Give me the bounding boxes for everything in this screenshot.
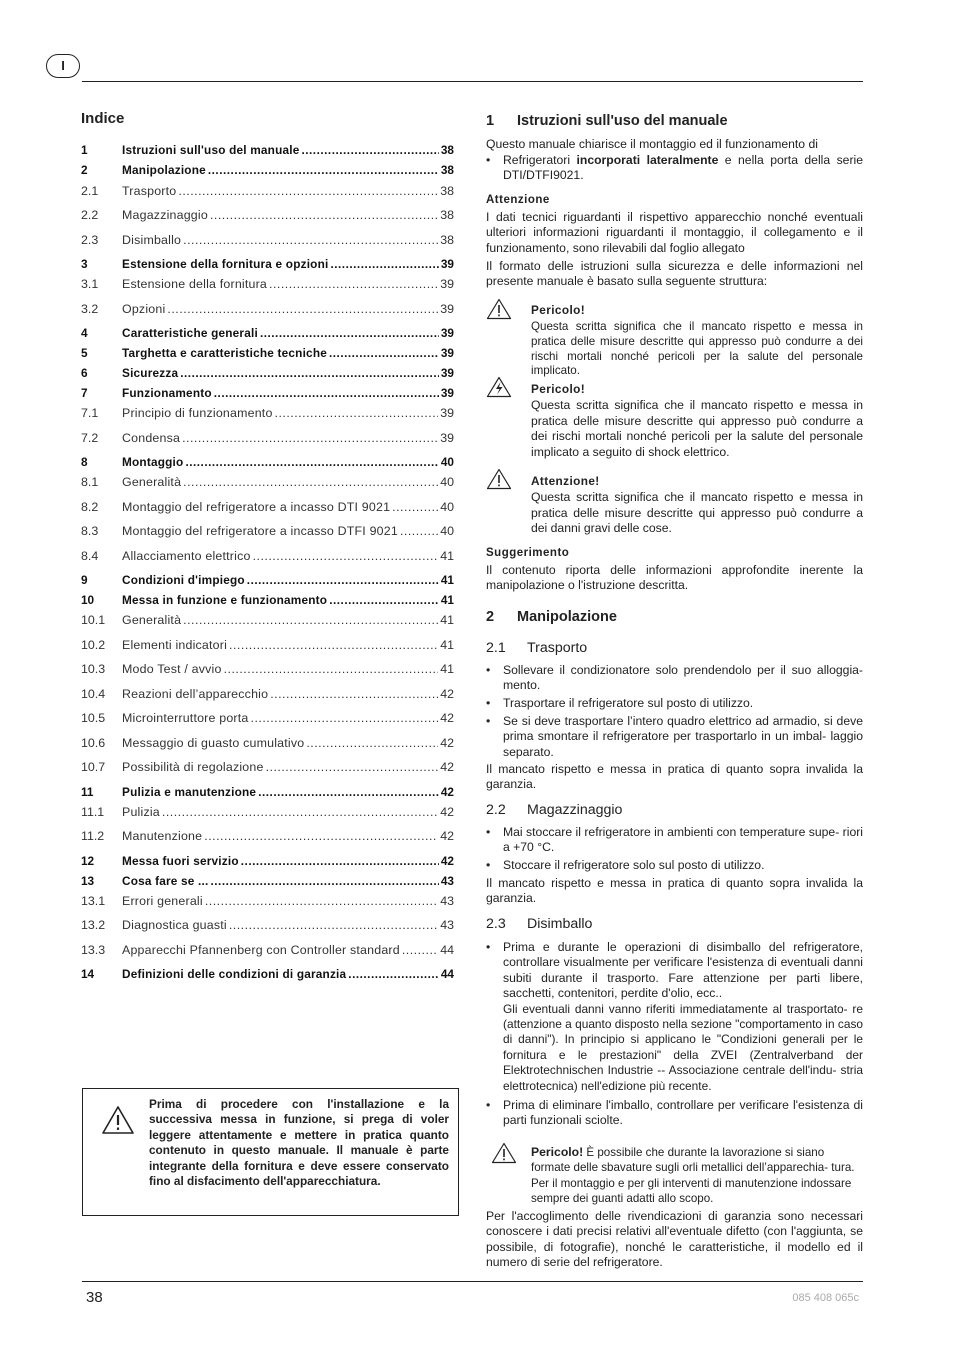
note-text: Questa scritta significa che il mancato rispetto e messa in pratica delle misure descritte qui appresso può condurre a dei rischi mortali nonché pericoli per la salute del personale implicato a seguito di shock elettrico. (531, 398, 863, 459)
toc-entry-number: 12 (81, 854, 95, 868)
bullet-text: Prima di eliminare l'imballo, controllare per verificare l'esistenza di parti funzionali sciolte. (503, 1098, 863, 1128)
toc-entry-page: 42 (440, 760, 454, 774)
toc-entry-page: 41 (440, 638, 454, 652)
toc-entry-number: 8.4 (81, 549, 99, 563)
tip-text: Il contenuto riporta delle informazioni approfondite inerente la manipolazione o l'istruzione descritta. (486, 563, 863, 593)
toc-entry-number: 1 (81, 143, 88, 157)
toc-entry-number: 13.2 (81, 918, 106, 932)
page-number: 38 (86, 1289, 103, 1306)
bullet-bold-text: incorporati lateralmente (576, 153, 719, 167)
toc-leader-dots (301, 142, 438, 158)
toc-entry[interactable] (81, 759, 454, 775)
toc-entry-title: Disimballo (122, 233, 182, 247)
warranty-note: Il mancato rispetto e messa in pratica di quanto sopra invalida la garanzia. (486, 876, 863, 906)
toc-entry-title: Modo Test / avvio (122, 662, 222, 676)
toc-entry-title: Caratteristiche generali (122, 326, 258, 340)
bullet-text: Stoccare il refrigeratore solo sul posto di utilizzo. (503, 858, 765, 872)
toc-entry-title: Allacciamento elettrico (122, 549, 251, 563)
toc-entry-page: 38 (440, 184, 454, 198)
toc-entry[interactable] (81, 183, 454, 199)
toc-entry-number: 10.7 (81, 760, 106, 774)
toc-entry[interactable] (81, 499, 454, 515)
toc-entry-title: Magazzinaggio (122, 208, 208, 222)
toc-entry[interactable] (81, 523, 454, 539)
attention-text: I dati tecnici riguardanti il rispettivo apparecchio nonché eventuali ulteriori informazioni riguardanti il montaggio, il collegamento e il funzionamento, sono rilevabili dal foglio allegato (486, 210, 863, 255)
toc-entry-page: 40 (440, 475, 454, 489)
toc-entry-page: 39 (440, 366, 454, 380)
toc-leader-dots (185, 454, 438, 470)
section-number: 2 (486, 609, 495, 625)
toc-entry-title: Messaggio di guasto cumulativo (122, 736, 305, 750)
toc-entry[interactable] (81, 917, 454, 933)
toc-leader-dots (329, 345, 439, 361)
toc-entry-title: Messa in funzione e funzionamento (122, 593, 328, 607)
toc-entry-title: Diagnostica guasti (122, 918, 227, 932)
toc-heading: Indice (81, 110, 125, 127)
subsection-2-3-heading (486, 916, 592, 932)
toc-entry-page: 41 (440, 613, 454, 627)
format-text: Il formato delle istruzioni sulla sicurezza e delle informazioni nel presente manuale è basato sulla seguente struttura: (486, 259, 863, 289)
attention-label: Attenzione (486, 194, 550, 206)
toc-entry-page: 40 (440, 500, 454, 514)
toc-entry[interactable] (81, 454, 454, 470)
toc-entry-number: 9 (81, 573, 88, 587)
language-badge: I (46, 54, 80, 78)
toc-entry-page: 39 (440, 302, 454, 316)
tip-label: Suggerimento (486, 547, 570, 559)
toc-entry[interactable] (81, 804, 454, 820)
toc-leader-dots (258, 784, 439, 800)
bullet-text: Mai stoccare il refrigeratore in ambienti con temperature supe- riori a +70 °C. (503, 825, 863, 855)
toc-entry[interactable] (81, 142, 454, 158)
toc-leader-dots (183, 232, 438, 248)
toc-entry[interactable] (81, 661, 454, 677)
toc-entry-number: 10.4 (81, 687, 106, 701)
toc-leader-dots (210, 207, 438, 223)
toc-entry[interactable] (81, 474, 454, 490)
toc-entry-page: 42 (440, 687, 454, 701)
toc-leader-dots (183, 612, 438, 628)
subsection-2-1-heading (486, 640, 587, 656)
toc-leader-dots (329, 592, 439, 608)
toc-entry-page: 41 (440, 662, 454, 676)
toc-entry-page: 43 (440, 894, 454, 908)
toc-entry-title: Targhetta e caratteristiche tecniche (122, 346, 327, 360)
toc-entry[interactable] (81, 207, 454, 223)
toc-entry-page: 42 (440, 711, 454, 725)
toc-leader-dots (275, 405, 439, 421)
toc-entry[interactable] (81, 256, 454, 272)
toc-entry[interactable] (81, 345, 454, 361)
toc-entry-number: 8.3 (81, 524, 99, 538)
toc-entry-title: Trasporto (122, 184, 177, 198)
warning-triangle-icon (486, 298, 512, 320)
toc-entry-page: 39 (440, 431, 454, 445)
toc-entry-title: Pulizia (122, 805, 160, 819)
toc-leader-dots (214, 385, 439, 401)
toc-leader-dots (162, 804, 438, 820)
toc-leader-dots (205, 893, 438, 909)
toc-entry-title: Microinterruttore porta (122, 711, 249, 725)
toc-leader-dots (260, 325, 439, 341)
toc-entry-page: 38 (440, 143, 454, 157)
toc-entry-number: 8 (81, 455, 88, 469)
toc-entry-number: 13.1 (81, 894, 106, 908)
toc-entry-page: 44 (440, 967, 454, 981)
toc-entry[interactable] (81, 301, 454, 317)
toc-entry-number: 14 (81, 967, 95, 981)
subsection-2-2-heading (486, 802, 622, 818)
toc-entry[interactable] (81, 612, 454, 628)
bullet-continuation: Gli eventuali danni vanno riferiti immediatamente al trasportato- re (attenzione a quanto disposto nella sezione "comportamento in caso di danni"). In principio si applicano le "Condizioni generali per le fornitura e le prestazioni" della ZVEI (Zentralverband der Elektrotechnischen Industrie -- Associazione centrale dell'indu- stria elettrotecnica) nell'edizione più recente. (503, 1001, 863, 1093)
toc-leader-dots (167, 301, 438, 317)
toc-entry-number: 13 (81, 874, 95, 888)
toc-entry-number: 10.5 (81, 711, 106, 725)
header-rule (82, 81, 863, 82)
bullet-text: e nella porta della serie DTI/DTFI9021. (503, 153, 863, 183)
toc-leader-dots (392, 499, 438, 515)
toc-entry-page: 41 (440, 593, 454, 607)
toc-leader-dots (208, 162, 439, 178)
toc-leader-dots (229, 637, 438, 653)
toc-entry-number: 13.3 (81, 943, 106, 957)
toc-entry-page: 42 (440, 736, 454, 750)
note-text: Questa scritta significa che il mancato rispetto e messa in pratica delle misure descritte qui appresso può condurre a dei rischi mortali nonché pericoli per la salute del personale implicato. (531, 320, 863, 378)
toc-entry[interactable] (81, 784, 454, 800)
toc-entry[interactable] (81, 828, 454, 844)
toc-entry-page: 43 (440, 874, 454, 888)
toc-entry[interactable] (81, 430, 454, 446)
footer-rule (82, 1281, 863, 1282)
warning-triangle-icon (486, 468, 512, 490)
note-title: Attenzione! (531, 474, 600, 488)
toc-entry-page: 42 (440, 854, 454, 868)
toc-entry-page: 44 (440, 943, 454, 957)
note-text: È possibile che durante la lavorazione si siano formate delle sbavature sugli orli metallici dell’apparechia- tura. Per il montaggio e per gli interventi di manutenzione indossare sempre dei guanti adatti allo scopo. (531, 1146, 855, 1206)
toc-entry-number: 3.1 (81, 277, 99, 291)
toc-entry-title: Manipolazione (122, 163, 206, 177)
toc-entry-title: Generalità (122, 475, 182, 489)
toc-entry-page: 42 (440, 785, 454, 799)
toc-entry-number: 10 (81, 593, 95, 607)
warning-triangle-icon (101, 1105, 135, 1135)
toc-entry[interactable] (81, 365, 454, 381)
toc-entry-title: Condizioni d'impiego (122, 573, 245, 587)
toc-entry-page: 42 (440, 805, 454, 819)
toc-leader-dots (247, 572, 439, 588)
toc-entry[interactable] (81, 405, 454, 421)
toc-entry-title: Opzioni (122, 302, 166, 316)
toc-entry-number: 7.1 (81, 406, 99, 420)
toc-leader-dots (204, 828, 438, 844)
toc-entry-page: 41 (440, 549, 454, 563)
toc-entry[interactable] (81, 162, 454, 178)
toc-leader-dots (269, 276, 438, 292)
section-1-intro: Questo manuale chiarisce il montaggio ed il funzionamento di (486, 137, 818, 151)
toc-entry-number: 10.1 (81, 613, 106, 627)
toc-entry[interactable] (81, 873, 454, 889)
toc-entry-page: 39 (440, 346, 454, 360)
toc-entry-number: 7.2 (81, 431, 99, 445)
toc-entry[interactable] (81, 276, 454, 292)
toc-entry-page: 43 (440, 918, 454, 932)
note-title: Pericolo! (531, 303, 586, 317)
toc-entry-page: 39 (440, 257, 454, 271)
toc-entry-title: Cosa fare se ... (122, 874, 209, 888)
section-title: Istruzioni sull'uso del manuale (517, 113, 728, 129)
toc-entry-page: 39 (440, 277, 454, 291)
toc-leader-dots (266, 759, 439, 775)
toc-entry-number: 2.3 (81, 233, 99, 247)
toc-leader-dots (224, 661, 439, 677)
toc-entry-page: 39 (440, 386, 454, 400)
toc-entry-number: 10.3 (81, 662, 106, 676)
toc-entry-title: Errori generali (122, 894, 203, 908)
toc-entry-number: 3.2 (81, 302, 99, 316)
bullet-text: Refrigeratori (503, 153, 577, 167)
toc-entry-title: Condensa (122, 431, 181, 445)
toc-entry-page: 38 (440, 233, 454, 247)
toc-entry-title: Estensione della fornitura (122, 277, 268, 291)
toc-entry[interactable] (81, 686, 454, 702)
toc-entry-title: Pulizia e manutenzione (122, 785, 257, 799)
toc-entry[interactable] (81, 572, 454, 588)
toc-entry-number: 11 (81, 785, 94, 799)
toc-entry-title: Istruzioni sull'uso del manuale (122, 143, 300, 157)
toc-entry-title: Messa fuori servizio (122, 854, 239, 868)
note-title: Pericolo! (531, 382, 586, 396)
toc-leader-dots (210, 873, 438, 889)
toc-entry-title: Principio di funzionamento (122, 406, 273, 420)
note-text: Questa scritta significa che il mancato rispetto e messa in pratica delle misure descritte qui appresso può condurre a dei danni gravi delle cose. (531, 490, 863, 536)
toc-entry-title: Elementi indicatori (122, 638, 228, 652)
toc-entry-title: Manutenzione (122, 829, 203, 843)
document-code: 085 408 065c (792, 1292, 859, 1304)
toc-entry-title: Possibilità di regolazione (122, 760, 264, 774)
toc-entry-number: 8.2 (81, 500, 99, 514)
warranty-note: Il mancato rispetto e messa in pratica di quanto sopra invalida la garanzia. (486, 762, 863, 792)
toc-entry-page: 40 (440, 455, 454, 469)
toc-leader-dots (270, 686, 438, 702)
toc-entry-title: Generalità (122, 613, 182, 627)
toc-entry-page: 39 (440, 406, 454, 420)
toc-entry-number: 11.2 (81, 829, 105, 843)
toc-entry-number: 5 (81, 346, 88, 360)
toc-leader-dots (400, 523, 438, 539)
toc-entry[interactable] (81, 385, 454, 401)
subsection-title: Magazzinaggio (527, 802, 623, 818)
toc-entry-number: 10.6 (81, 736, 106, 750)
warning-box-text: Prima di procedere con l'installazione e la successiva messa in funzione, si prega di voler leggere attentamente e mettere in pratica quanto contenuto in questo manuale. Il manuale è parte integrante della fornitura e deve essere conservato fino al disfacimento dell'apparecchiatura. (149, 1097, 449, 1189)
bullet-text: Prima e durante le operazioni di disimballo del refrigeratore, controllare visualmente per verificare l'esistenza di eventuali danni subiti durante il trasporto. Fare attenzione per parti libere, sacchetti, contenitori, perdite d'olio, ecc.. (503, 940, 863, 1001)
toc-leader-dots (182, 430, 438, 446)
toc-leader-dots (306, 735, 438, 751)
toc-leader-dots (241, 853, 439, 869)
toc-entry-page: 42 (440, 829, 454, 843)
toc-entry-page: 39 (440, 326, 454, 340)
toc-leader-dots (183, 474, 438, 490)
toc-leader-dots (402, 942, 438, 958)
toc-leader-dots (229, 917, 438, 933)
subsection-title: Trasporto (527, 640, 588, 656)
toc-entry[interactable] (81, 942, 454, 958)
toc-entry[interactable] (81, 592, 454, 608)
toc-entry-title: Estensione della fornitura e opzioni (122, 257, 329, 271)
bullet-text: Sollevare il condizionatore solo prendendolo per il suo alloggia- mento. (503, 663, 863, 693)
toc-entry[interactable] (81, 735, 454, 751)
toc-entry-page: 40 (440, 524, 454, 538)
toc-entry-title: Montaggio del refrigeratore a incasso DTI 9021 (122, 500, 391, 514)
section-number: 1 (486, 113, 495, 129)
toc-entry[interactable] (81, 232, 454, 248)
read-manual-warning-box (82, 1088, 459, 1216)
toc-entry-title: Funzionamento (122, 386, 212, 400)
bullet-text: Se si deve trasportare l’intero quadro elettrico ad armadio, si deve prima smontare il refrigeratore per trasportarlo in un imbal- laggio separato. (503, 714, 863, 759)
note-title: Pericolo! (531, 1145, 584, 1159)
toc-entry-number: 2 (81, 163, 88, 177)
toc-entry-number: 4 (81, 326, 88, 340)
warning-triangle-icon (491, 1142, 517, 1164)
toc-entry-title: Montaggio del refrigeratore a incasso DTFI 9021 (122, 524, 398, 538)
warranty-closing-text: Per l'accoglimento delle rivendicazioni di garanzia sono necessari conoscere i dati precisi relativi all'eventuale difetto (con l'aggiunta, se possibile, di fotografie), nonché le caratteristiche, il modello ed il numero di serie del refrigeratore. (486, 1209, 863, 1270)
toc-entry-number: 2.2 (81, 208, 99, 222)
subsection-number: 2.2 (486, 802, 506, 818)
toc-entry-page: 41 (440, 573, 454, 587)
toc-entry-title: Montaggio (122, 455, 184, 469)
section-title: Manipolazione (517, 609, 617, 625)
toc-leader-dots (348, 966, 439, 982)
toc-leader-dots (253, 548, 439, 564)
toc-entry-number: 7 (81, 386, 88, 400)
toc-entry[interactable] (81, 325, 454, 341)
toc-entry-number: 8.1 (81, 475, 99, 489)
subsection-title: Disimballo (527, 916, 593, 932)
toc-entry-number: 2.1 (81, 184, 99, 198)
section-1-heading (486, 113, 728, 129)
toc-entry-number: 11.1 (81, 805, 105, 819)
toc-entry-page: 38 (440, 163, 454, 177)
toc-entry-title: Apparecchi Pfannenberg con Controller standard (122, 943, 400, 957)
subsection-number: 2.3 (486, 916, 506, 932)
subsection-number: 2.1 (486, 640, 506, 656)
toc-entry-title: Definizioni delle condizioni di garanzia (122, 967, 347, 981)
toc-entry-number: 10.2 (81, 638, 106, 652)
toc-entry-title: Sicurezza (122, 366, 179, 380)
electric-hazard-icon (486, 376, 512, 398)
section-2-heading (486, 609, 617, 625)
toc-entry[interactable] (81, 548, 454, 564)
toc-leader-dots (251, 710, 439, 726)
bullet-text: Trasportare il refrigeratore sul posto di utilizzo. (503, 696, 754, 710)
toc-entry[interactable] (81, 893, 454, 909)
toc-entry[interactable] (81, 853, 454, 869)
toc-entry[interactable] (81, 637, 454, 653)
toc-entry[interactable] (81, 710, 454, 726)
toc-entry-page: 38 (440, 208, 454, 222)
toc-entry-number: 3 (81, 257, 88, 271)
toc-entry[interactable] (81, 966, 454, 982)
toc-entry-number: 6 (81, 366, 88, 380)
toc-entry-title: Reazioni dell’apparecchio (122, 687, 269, 701)
toc-leader-dots (178, 183, 438, 199)
toc-leader-dots (330, 256, 438, 272)
toc-leader-dots (180, 365, 439, 381)
